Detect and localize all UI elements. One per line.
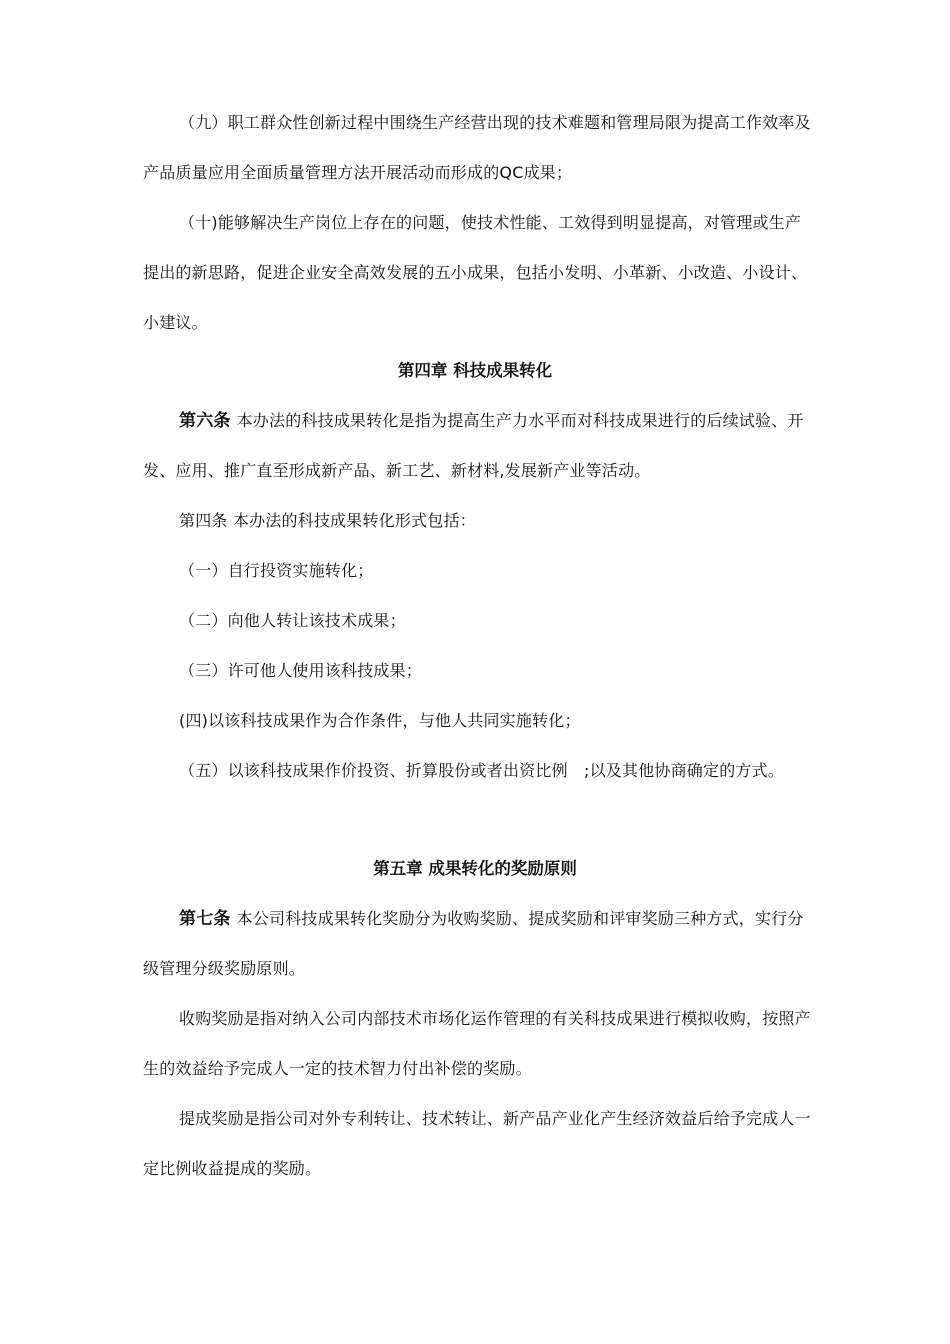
list-item-1: （一）自行投资实施转化； <box>179 561 374 580</box>
article-7-text: 本公司科技成果转化奖励分为收购奖励、提成奖励和评审奖励三种方式，实行分级管理分级奖励原则。 <box>143 909 804 978</box>
list-item-4: (四)以该科技成果作为合作条件，与他人共同实施转化； <box>179 711 581 730</box>
article-7 <box>143 894 813 994</box>
article-6-text: 本办法的科技成果转化是指为提高生产力水平而对科技成果进行的后续试验、开发、应用、推广直至形成新产品、新工艺、新材料,发展新产业等活动。 <box>143 411 804 480</box>
list-item-5: （五）以该科技成果作价投资、折算股份或者出资比例 ;以及其他协商确定的方式。 <box>179 761 784 780</box>
article-6 <box>143 396 813 496</box>
commission-reward-paragraph: 提成奖励是指公司对外专利转让、技术转让、新产品产业化产生经济效益后给予完成人一定比例收益提成的奖励。 <box>143 1109 811 1178</box>
paragraph-item-10: （十)能够解决生产岗位上存在的问题，使技术性能、工效得到明显提高，对管理或生产提出的新思路，促进企业安全高效发展的五小成果，包括小发明、小革新、小改造、小设计、小建议。 <box>143 213 808 332</box>
article-4-intro: 第四条 本办法的科技成果转化形式包括： <box>179 511 476 530</box>
purchase-reward-paragraph: 收购奖励是指对纳入公司内部技术市场化运作管理的有关科技成果进行模拟收购，按照产生的效益给予完成人一定的技术智力付出补偿的奖励。 <box>143 1009 811 1078</box>
list-item-2: （二）向他人转让该技术成果； <box>179 611 406 630</box>
chapter-4-title: 第四章 科技成果转化 <box>397 361 553 380</box>
list-item-3: （三）许可他人使用该科技成果； <box>179 661 423 680</box>
chapter-5-title: 第五章 成果转化的奖励原则 <box>373 859 577 878</box>
paragraph-item-9: （九）职工群众性创新过程中围绕生产经营出现的技术难题和管理局限为提高工作效率及产品质量应用全面质量管理方法开展活动而形成的QC成果； <box>143 113 811 182</box>
article-6-lead: 第六条 <box>179 411 231 431</box>
article-7-lead: 第七条 <box>179 909 231 929</box>
